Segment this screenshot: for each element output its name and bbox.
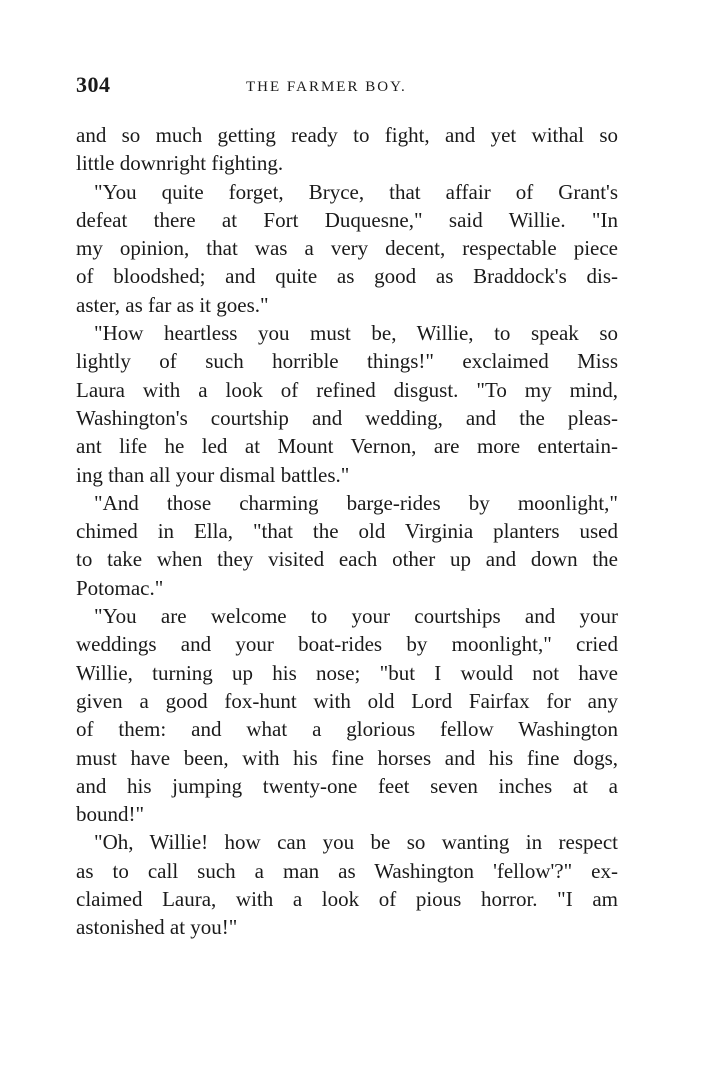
text-line: claimed Laura, with a look of pious horror. "I am [76, 887, 618, 912]
text-line: defeat there at Fort Duquesne," said Willie. "In [76, 207, 618, 232]
text-line: of bloodshed; and quite as good as Braddock's dis- [76, 264, 618, 289]
text-line: astonished at you!" [76, 915, 238, 940]
text-line: "You are welcome to your courtships and your [94, 604, 618, 629]
text-line: lightly of such horrible things!" exclaimed Miss [76, 349, 618, 374]
text-line: Laura with a look of refined disgust. "To my mind, [76, 377, 618, 402]
paragraph [76, 121, 618, 178]
text-line: given a good fox-hunt with old Lord Fairfax for any [76, 688, 618, 713]
text-line: ant life he led at Mount Vernon, are more entertain- [76, 434, 618, 459]
text-line: as to call such a man as Washington 'fellow'?" ex- [76, 858, 618, 883]
paragraph [76, 602, 618, 828]
text-line: "Oh, Willie! how can you be so wanting in respect [94, 830, 618, 855]
text-line: to take when they visited each other up and down the [76, 547, 618, 572]
text-line: ing than all your dismal battles." [76, 462, 350, 487]
paragraph [76, 319, 618, 489]
text-line: Potomac." [76, 575, 164, 600]
text-line: my opinion, that was a very decent, respectable piece [76, 236, 618, 261]
text-line: must have been, with his fine horses and his fine dogs, [76, 745, 618, 770]
page-number: 304 [76, 72, 111, 97]
text-line: and his jumping twenty-one feet seven inches at a [76, 773, 618, 798]
text-line: Washington's courtship and wedding, and the pleas- [76, 405, 618, 430]
text-line: Willie, turning up his nose; "but I would not have [76, 660, 618, 685]
text-line: chimed in Ella, "that the old Virginia planters used [76, 519, 618, 544]
text-line: and so much getting ready to fight, and yet withal so [76, 123, 618, 147]
text-line: bound!" [76, 802, 145, 827]
text-line: of them: and what a glorious fellow Washington [76, 717, 618, 742]
paragraph [76, 178, 618, 319]
text-line: little downright fighting. [76, 151, 284, 176]
body-text [76, 121, 618, 942]
text-line: "How heartless you must be, Willie, to speak so [94, 321, 618, 346]
text-line: "You quite forget, Bryce, that affair of Grant's [94, 179, 618, 204]
paragraph [76, 828, 618, 941]
page-header [76, 72, 618, 106]
text-line: "And those charming barge-rides by moonlight," [94, 490, 618, 515]
text-line: weddings and your boat-rides by moonlight," cried [76, 632, 618, 657]
running-title: THE FARMER BOY. [246, 79, 407, 95]
text-line: aster, as far as it goes." [76, 292, 269, 317]
paragraph [76, 489, 618, 602]
